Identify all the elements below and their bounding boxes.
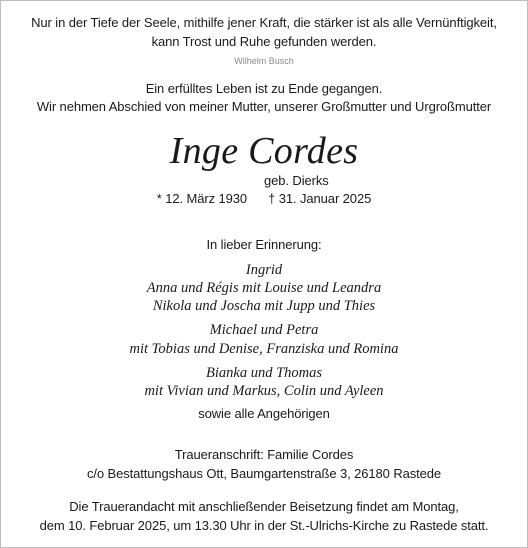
quote-author: Wilhelm Busch [234, 56, 294, 66]
family-line: Bianka und Thomas [206, 365, 322, 381]
address-line-2: c/o Bestattungshaus Ott, Baumgartenstraße 3, 26180 Rastede [86, 466, 442, 481]
family-line: Ingrid [245, 262, 283, 278]
family-line: mit Vivian und Markus, Colin und Ayleen [144, 383, 384, 399]
family-line: Anna und Régis mit Louise und Leandra [146, 280, 382, 296]
birth-date: * 12. März 1930 [156, 191, 248, 206]
family-line: Nikola und Joscha mit Jupp und Thies [152, 298, 376, 314]
maiden-name: geb. Dierks [264, 173, 329, 188]
deceased-name: Inge Cordes [169, 130, 359, 172]
service-line-1: Die Trauerandacht mit anschließender Beisetzung findet am Montag, [69, 499, 459, 514]
intro-line-2: Wir nehmen Abschied von meiner Mutter, unserer Großmutter und Urgroßmutter [36, 99, 492, 114]
quote-line-2: kann Trost und Ruhe gefunden werden. [151, 34, 377, 49]
remembrance-heading: In lieber Erinnerung: [206, 237, 322, 252]
address-line-1: Traueranschrift: Familie Cordes [174, 447, 354, 462]
death-date: † 31. Januar 2025 [268, 191, 372, 206]
life-dates [1, 191, 527, 206]
service-line-2: dem 10. Februar 2025, um 13.30 Uhr in der St.-Ulrichs-Kirche zu Rastede statt. [39, 518, 489, 533]
quote-line-1: Nur in der Tiefe der Seele, mithilfe jener Kraft, die stärker ist als alle Vernünftigkeit, [31, 15, 497, 30]
intro-line-1: Ein erfülltes Leben ist zu Ende gegangen. [145, 81, 383, 96]
remembrance-closing: sowie alle Angehörigen [198, 406, 330, 421]
family-line: mit Tobias und Denise, Franziska und Romina [129, 341, 399, 357]
family-line: Michael und Petra [209, 322, 319, 338]
